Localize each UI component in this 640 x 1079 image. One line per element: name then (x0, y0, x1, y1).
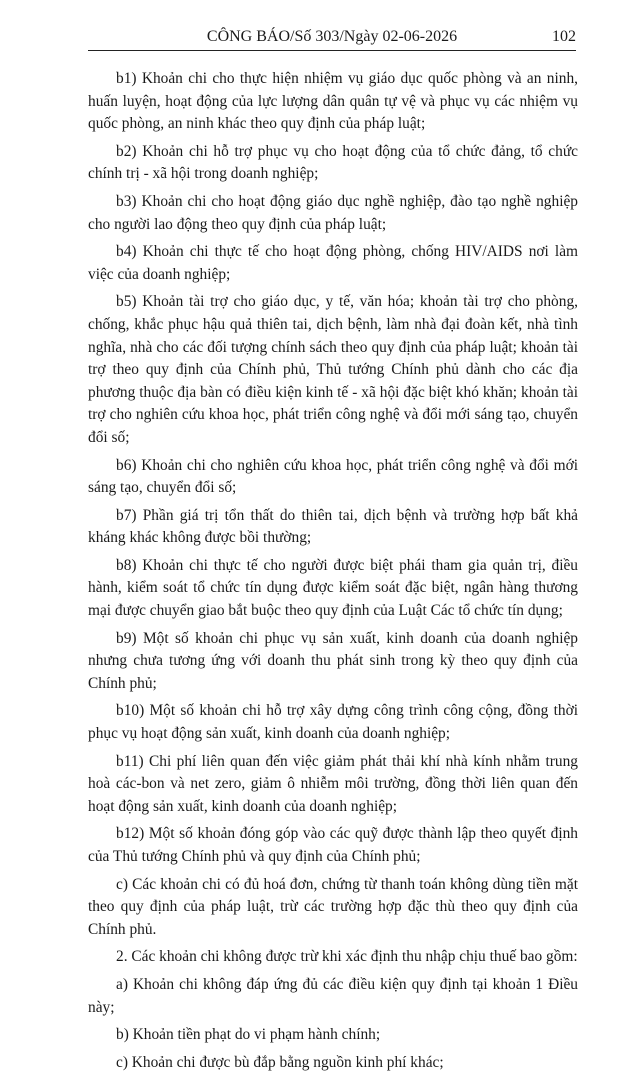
paragraph-b6: b6) Khoản chi cho nghiên cứu khoa học, phát triển công nghệ và đổi mới sáng tạo, chuyển đổi số; (88, 456, 578, 497)
paragraph-b2: b2) Khoản chi hỗ trợ phục vụ cho hoạt động của tổ chức đảng, tổ chức chính trị - xã hội trong doanh nghiệp; (88, 142, 578, 183)
page-number: 102 (552, 28, 576, 45)
paragraph-b10: b10) Một số khoản chi hỗ trợ xây dựng công trình công cộng, đồng thời phục vụ hoạt động sản xuất, kinh doanh của doanh nghiệp; (88, 702, 578, 743)
paragraph-b4: b4) Khoản chi thực tế cho hoạt động phòng, chống HIV/AIDS nơi làm việc của doanh nghiệp; (88, 243, 578, 283)
gazette-title: CÔNG BÁO/Số 303/Ngày 02-06-2026 (206, 28, 458, 45)
paragraph-section-2: 2. Các khoản chi không được trừ khi xác định thu nhập chịu thuế bao gồm: (116, 948, 578, 966)
paragraph-b3: b3) Khoản chi cho hoạt động giáo dục nghề nghiệp, đào tạo nghề nghiệp cho người lao động theo quy định của pháp luật; (88, 192, 578, 233)
paragraph-b11: b11) Chi phí liên quan đến việc giảm phát thải khí nhà kính nhằm trung hoà các-bon và net zero, giảm ô nhiễm môi trường, đồng thời liên quan đến hoạt động sản xuất, kinh doanh của doanh nghiệp; (88, 752, 578, 815)
paragraph-b8: b8) Khoản chi thực tế cho người được biệt phái tham gia quản trị, điều hành, kiểm soát tổ chức tín dụng được kiểm soát đặc biệt, ngân hàng thương mại được chuyển giao bắt buộc theo quy định của Luật Các tổ chức tín dụng; (88, 556, 578, 620)
page-header (88, 26, 576, 51)
paragraph-2c: c) Khoản chi được bù đắp bằng nguồn kinh phí khác; (116, 1053, 444, 1071)
document-body (88, 68, 578, 1079)
paragraph-b12: b12) Một số khoản đóng góp vào các quỹ được thành lập theo quyết định của Thủ tướng Chính phủ và quy định của Chính phủ; (88, 825, 578, 865)
paragraph-b1: b1) Khoản chi cho thực hiện nhiệm vụ giáo dục quốc phòng và an ninh, huấn luyện, hoạt động của lực lượng dân quân tự vệ và phục vụ các nhiệm vụ quốc phòng, an ninh khác theo quy định của pháp luật; (88, 70, 578, 133)
paragraph-b5: b5) Khoản tài trợ cho giáo dục, y tế, văn hóa; khoản tài trợ cho phòng, chống, khắc phục hậu quả thiên tai, dịch bệnh, làm nhà đại đoàn kết, nhà tình nghĩa, nhà cho các đối tượng chính sách theo quy định của pháp luật; khoản tài trợ theo quy định của Chính phủ, Thủ tướng Chính phủ dành cho các địa phương thuộc địa bàn có điều kiện kinh tế - xã hội đặc biệt khó khăn; khoản tài trợ cho nghiên cứu khoa học, phát triển công nghệ và đổi mới sáng tạo, chuyển đổi số; (88, 293, 578, 446)
paragraph-2b: b) Khoản tiền phạt do vi phạm hành chính; (116, 1026, 381, 1044)
paragraph-b9: b9) Một số khoản chi phục vụ sản xuất, kinh doanh của doanh nghiệp nhưng chưa tương ứng với doanh thu phát sinh trong kỳ theo quy định của Chính phủ; (88, 629, 578, 692)
paragraph-c: c) Các khoản chi có đủ hoá đơn, chứng từ thanh toán không dùng tiền mặt theo quy định của pháp luật, trừ các trường hợp đặc thù theo quy định của Chính phủ. (88, 875, 578, 938)
paragraph-b7: b7) Phần giá trị tổn thất do thiên tai, dịch bệnh và trường hợp bất khả kháng khác không được bồi thường; (88, 506, 578, 547)
paragraph-2a: a) Khoản chi không đáp ứng đủ các điều kiện quy định tại khoản 1 Điều này; (88, 975, 578, 1016)
